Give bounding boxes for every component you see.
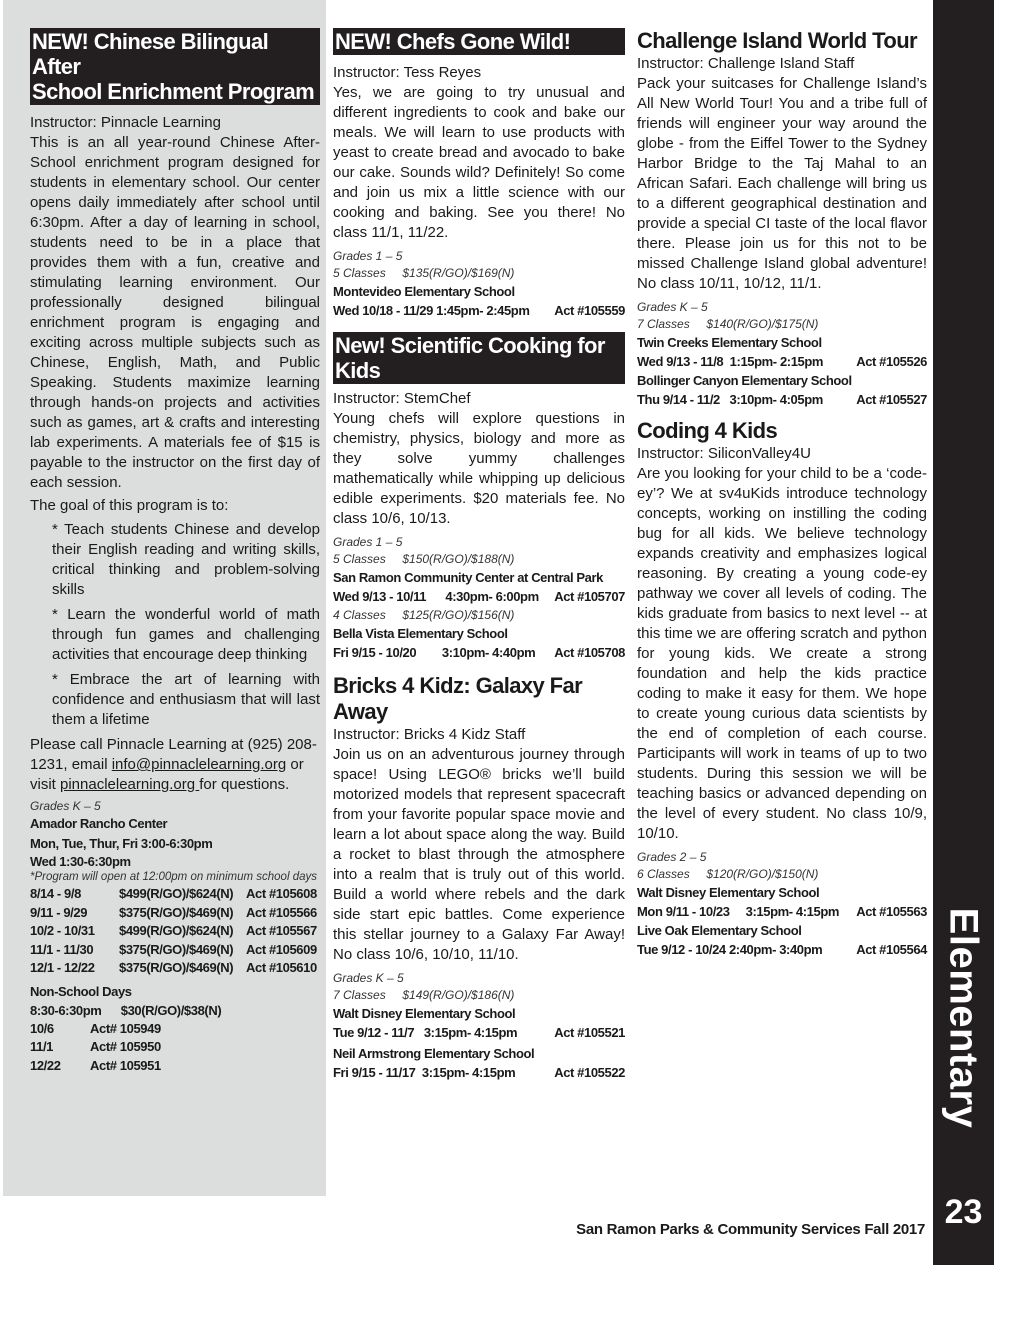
title-line: New! Scientific Cooking for (335, 333, 605, 358)
grades: Grades 1 – 5 (333, 535, 403, 549)
program-bricks-4-kidz (333, 673, 625, 1082)
program-title: Challenge Island World Tour (637, 28, 918, 53)
instructor: Instructor: Pinnacle Learning (30, 114, 221, 131)
title-line: Kids (335, 358, 381, 383)
table-row: 10/6 Act# 105949 (30, 1020, 161, 1036)
page-footer: San Ramon Parks & Community Services Fall 2017 (576, 1221, 925, 1238)
program-coding-4-kids (637, 418, 927, 959)
contact-text: Please call Pinnacle Learning at (925) 208-1231, email (30, 736, 317, 773)
location: Bella Vista Elementary School (333, 626, 508, 641)
classes-price: 5 Classes $150(R/GO)/$188(N) (333, 552, 515, 566)
instructor: Instructor: Tess Reyes (333, 64, 482, 81)
section-label: Elementary (941, 907, 986, 1129)
schedule: Fri 9/15 - 10/20 3:10pm- 4:40pm Act #105708 (333, 645, 625, 660)
email-link[interactable]: info@pinnaclelearning.org (111, 756, 287, 773)
schedule: Wed 9/13 - 11/8 1:15pm- 2:15pm Act #105526 (637, 354, 927, 369)
program-title (333, 332, 625, 384)
program-description: This is an all year-round Chinese After-School enrichment program designed for students in elementary school. Our center opens daily immediately after school until 6:30pm. After a day of learning in school, students need to be in a place that provides them with a fun, creative and stimulating learning environment. Our professionally designed bilingual enrichment program is engaging and exciting across multiple subjects such as Chinese, English, Math, and Public Speaking. Students maximize learning through hands-on projects and activities such as games, art & crafts and interesting lab experiments. A materials fee of $15 is payable to the instructor on the first day of each session. (30, 134, 320, 491)
goal-list (52, 520, 320, 730)
goal-item: * Embrace the art of learning with confidence and enthusiasm that will last them a lifetime (52, 671, 320, 728)
nonschool-price: 8:30-6:30pm $30(R/GO)/$38(N) (30, 1002, 222, 1018)
schedule: Wed 9/13 - 10/11 4:30pm- 6:00pm Act #105707 (333, 589, 625, 604)
program-column-middle (333, 28, 625, 1082)
classes-price: 5 Classes $135(R/GO)/$169(N) (333, 266, 515, 280)
contact-info (30, 735, 320, 795)
program-column-right (637, 28, 927, 959)
classes-price: 7 Classes $149(R/GO)/$186(N) (333, 988, 515, 1002)
location: Amador Rancho Center (30, 816, 168, 831)
classes-price: 7 Classes $140(R/GO)/$175(N) (637, 317, 819, 331)
program-title: NEW! Chefs Gone Wild! (333, 28, 625, 55)
schedule-days: Wed 1:30-6:30pm (30, 854, 131, 869)
classes-price: 6 Classes $120(R/GO)/$150(N) (637, 867, 819, 881)
instructor: Instructor: Challenge Island Staff (637, 55, 855, 72)
location: Walt Disney Elementary School (637, 885, 820, 900)
table-row: 9/11 - 9/29 $375(R/GO)/$469(N) Act #105566 (30, 904, 317, 920)
grades: Grades 1 – 5 (333, 249, 403, 263)
location: Twin Creeks Elementary School (637, 335, 822, 350)
table-row: 11/1 Act# 105950 (30, 1039, 161, 1054)
schedule: Mon 9/11 - 10/23 3:15pm- 4:15pm Act #105563 (637, 904, 927, 919)
location: Live Oak Elementary School (637, 923, 802, 938)
table-row: 12/22 Act# 105951 (30, 1057, 161, 1073)
goal-item: * Teach students Chinese and develop their English reading and writing skills, critical thinking and problem-solving skills (52, 521, 320, 598)
grades: Grades K – 5 (30, 799, 101, 813)
location: Walt Disney Elementary School (333, 1006, 516, 1021)
table-row: 11/1 - 11/30 $375(R/GO)/$469(N) Act #105609 (30, 941, 317, 957)
program-chefs-gone-wild (333, 28, 625, 320)
program-title (30, 28, 320, 105)
schedule: Tue 9/12 - 10/24 2:40pm- 3:40pm Act #105564 (637, 942, 927, 957)
program-description: Yes, we are going to try unusual and different ingredients to cook and bake our meals. We will learn to use products with yeast to create bread and avocado to bake our cake. Sounds wild? Definitely! So come and join us mix a little science with our cooking and baking. See you there! No class 11/1, 11/22. (333, 84, 625, 241)
program-title: Bricks 4 Kidz: Galaxy Far Away (333, 673, 583, 724)
location: Neil Armstrong Elementary School (333, 1046, 535, 1061)
instructor: Instructor: Bricks 4 Kidz Staff (333, 726, 526, 743)
schedule: Tue 9/12 - 11/7 3:15pm- 4:15pm Act #105521 (333, 1025, 625, 1040)
location: Montevideo Elementary School (333, 284, 515, 299)
instructor: Instructor: SiliconValley4U (637, 445, 811, 462)
grades: Grades K – 5 (637, 300, 708, 314)
program-description: Young chefs will explore questions in chemistry, physics, biology and more as they solve yummy challenges mathematically while whipping up delicious edible experiments. $20 materials fee. No class 10/6, 10/13. (333, 410, 625, 527)
website-link[interactable]: pinnaclelearning.org (60, 776, 200, 793)
schedule: Fri 9/15 - 11/17 3:15pm- 4:15pm Act #105522 (333, 1065, 625, 1080)
program-description: Are you looking for your child to be a ‘code-ey’? We at sv4uKids introduce technology concepts, working on instilling the coding bug for all kids. We believe technology expands creativity and emphasizes logical reasoning. By creating a young code-ey pathway we cover all levels of coding. The kids graduate from basics to next level -- at this time we are offering scratch and python for young kids. We create a strong foundation and help the kids practice coding to make it easy for them. We hope to create young curious data scientists by the end of completion of each course. Participants will work in teams of up to two students. During this session we will be teaching basics or advanced depending on the level of every student. No class 10/9, 10/10. (637, 465, 927, 842)
contact-text: or visit (30, 756, 304, 793)
program-description: Join us on an adventurous journey through space! Using LEGO® bricks we’ll build motorized models that represent spacecraft from your favorite popular space movie and learn a lot about space along the way. Build a rocket to blast through the atmosphere into a realm that is truly out of this world. Build a world where rebels and the dark side start epic battles. Come experience this stellar journey to a Galaxy Far Away! No class 10/6, 10/10, 11/10. (333, 746, 625, 963)
schedule-days: Mon, Tue, Thur, Fri 3:00-6:30pm (30, 836, 213, 851)
goal-item: * Learn the wonderful world of math through fun games and challenging activities that encourage deep thinking (52, 606, 320, 663)
goal-heading: The goal of this program is to: (30, 497, 229, 514)
title-line: NEW! Chinese Bilingual After (32, 29, 269, 79)
table-row: 10/2 - 10/31 $499(R/GO)/$624(N) Act #105567 (30, 923, 317, 938)
location: Bollinger Canyon Elementary School (637, 373, 852, 388)
schedule: Wed 10/18 - 11/29 1:45pm- 2:45pm Act #105559 (333, 303, 625, 318)
classes-price: 4 Classes $125(R/GO)/$156(N) (333, 608, 515, 622)
program-challenge-island (637, 28, 927, 409)
page-number: 23 (944, 1193, 983, 1231)
program-title: Coding 4 Kids (637, 418, 778, 443)
program-column-chinese-bilingual (3, 0, 326, 1196)
schedule: Thu 9/14 - 11/2 3:10pm- 4:05pm Act #105527 (637, 392, 927, 407)
grades: Grades 2 – 5 (637, 850, 707, 864)
session-table (30, 885, 320, 978)
grades: Grades K – 5 (333, 971, 404, 985)
schedule-note: *Program will open at 12:00pm on minimum school days (30, 871, 317, 883)
location: San Ramon Community Center at Central Park (333, 570, 603, 585)
program-scientific-cooking (333, 332, 625, 662)
nonschool-heading: Non-School Days (30, 983, 132, 999)
program-description: Pack your suitcases for Challenge Island’s All New World Tour! You and a tribe full of friends will engineer your way around the globe - from the Eiffel Tower to the Sydney Harbor Bridge to the Taj Mahal to an African Safari. Each challenge will bring us to a different geographical destination and provide a special CI taste of the local flavor there. Please join us for this not to be missed Challenge Island global adventure! No class 10/11, 10/12, 11/1. (637, 75, 927, 292)
contact-text: for questions. (199, 776, 290, 793)
table-row: 12/1 - 12/22 $375(R/GO)/$469(N) Act #105610 (30, 960, 317, 975)
instructor: Instructor: StemChef (333, 390, 471, 407)
table-row: 8/14 - 9/8 $499(R/GO)/$624(N) Act #105608 (30, 886, 317, 901)
title-line: School Enrichment Program (32, 79, 315, 104)
